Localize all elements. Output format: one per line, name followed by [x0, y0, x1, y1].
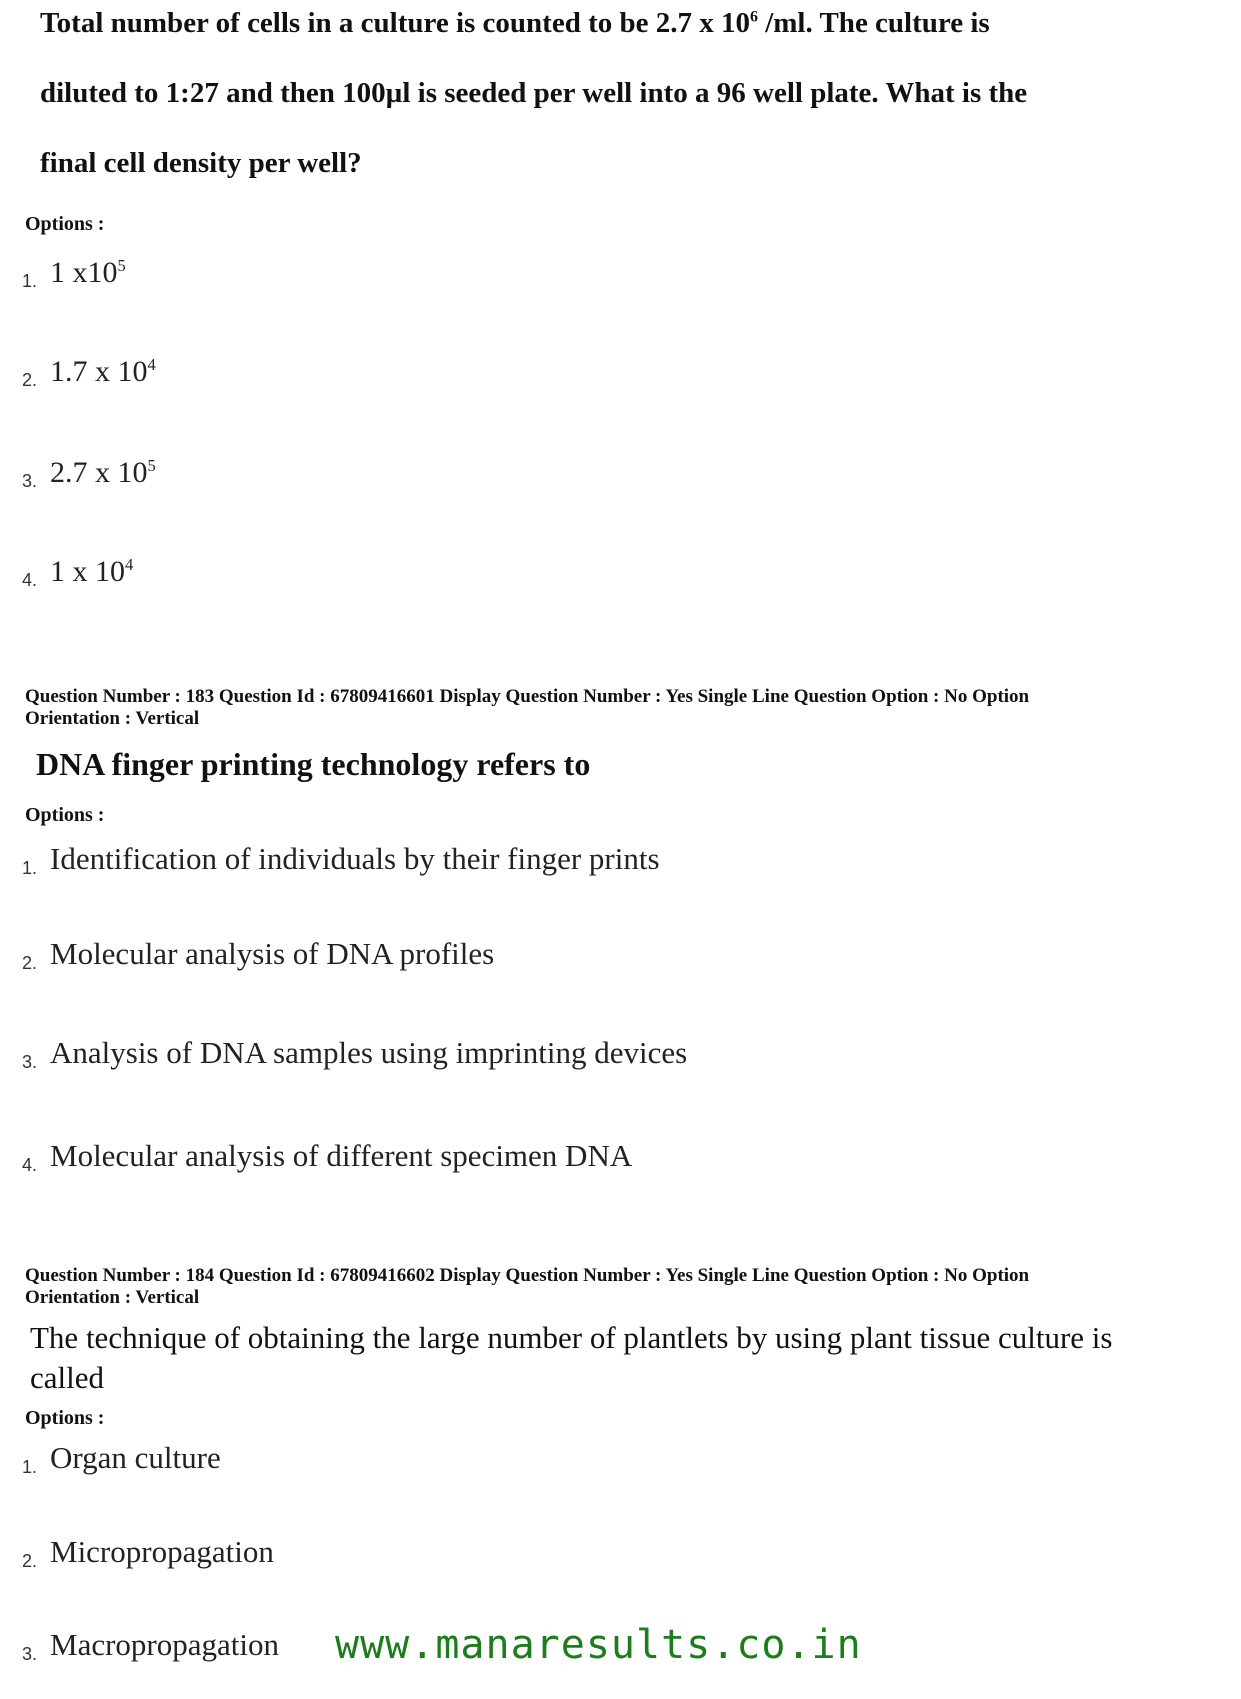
option-text: 2.7 x $10^5$: [50, 456, 156, 489]
option-3[interactable]: [22, 1627, 279, 1663]
meta-line: Question Number : 183 Question Id : 67809416601 Display Question Number : Yes Single Line Question Option : No Option: [25, 686, 1030, 707]
question-182-stem-line3: final cell density per well?: [40, 147, 362, 179]
option-2[interactable]: [22, 355, 156, 389]
question-183-stem: DNA finger printing technology refers to: [36, 746, 591, 782]
option-number: 4.: [22, 1155, 38, 1175]
stem-line: The technique of obtaining the large number of plantlets by using plant tissue culture is: [30, 1320, 1113, 1355]
stem-exponent: 6: [750, 8, 758, 26]
meta-line: Orientation : Vertical: [25, 1287, 200, 1308]
stem-line: called: [30, 1360, 105, 1395]
option-number: 4.: [22, 570, 38, 590]
question-182-stem: [40, 0, 1220, 198]
option-text: Micropropagation: [50, 1534, 274, 1569]
option-1[interactable]: [22, 1440, 221, 1476]
options-label: Options :: [25, 213, 105, 235]
question-183-meta: [25, 686, 1225, 730]
watermark: www.manaresults.co.in: [335, 1622, 862, 1668]
option-text: Molecular analysis of DNA profiles: [50, 936, 495, 971]
option-text: Identification of individuals by their finger prints: [50, 841, 660, 876]
options-label: Options :: [25, 804, 105, 826]
question-184-stem: [30, 1318, 1210, 1398]
option-text: Analysis of DNA samples using imprinting devices: [50, 1035, 688, 1070]
option-4[interactable]: [22, 1138, 632, 1174]
meta-line: Question Number : 184 Question Id : 67809416602 Display Question Number : Yes Single Line Question Option : No Option: [25, 1265, 1030, 1286]
question-184-meta: [25, 1265, 1225, 1309]
option-number: 3.: [22, 1052, 38, 1072]
option-1[interactable]: [22, 841, 660, 877]
options-label: Options :: [25, 1407, 105, 1429]
option-number: 1.: [22, 1457, 38, 1477]
stem-text: Total number of cells in a culture is counted to be 2.7 x 10: [40, 7, 750, 39]
option-number: 1.: [22, 271, 38, 291]
option-number: 3.: [22, 471, 38, 491]
option-number: 2.: [22, 370, 38, 390]
option-number: 3.: [22, 1644, 38, 1664]
stem-text: /ml. The culture is: [765, 7, 990, 39]
option-1[interactable]: [22, 256, 126, 290]
question-182-stem-line1: [40, 0, 1220, 58]
option-number: 2.: [22, 1551, 38, 1571]
option-3[interactable]: [22, 1035, 687, 1071]
question-182-stem-line2: diluted to 1:27 and then 100µl is seeded per well into a 96 well plate. What is the: [40, 77, 1028, 109]
option-text: 1 $x10^5$: [50, 256, 126, 289]
meta-line: Orientation : Vertical: [25, 708, 200, 729]
option-text: 1 x $10^4$: [50, 555, 134, 588]
option-3[interactable]: [22, 456, 156, 490]
option-number: 1.: [22, 858, 38, 878]
option-2[interactable]: [22, 1534, 274, 1570]
option-2[interactable]: [22, 936, 494, 972]
option-4[interactable]: [22, 555, 133, 589]
option-text: Organ culture: [50, 1440, 221, 1475]
option-text: Macropropagation: [50, 1627, 279, 1662]
option-text: 1.7 x $10^4$: [50, 355, 156, 388]
option-text: Molecular analysis of different specimen DNA: [50, 1138, 633, 1173]
option-number: 2.: [22, 953, 38, 973]
